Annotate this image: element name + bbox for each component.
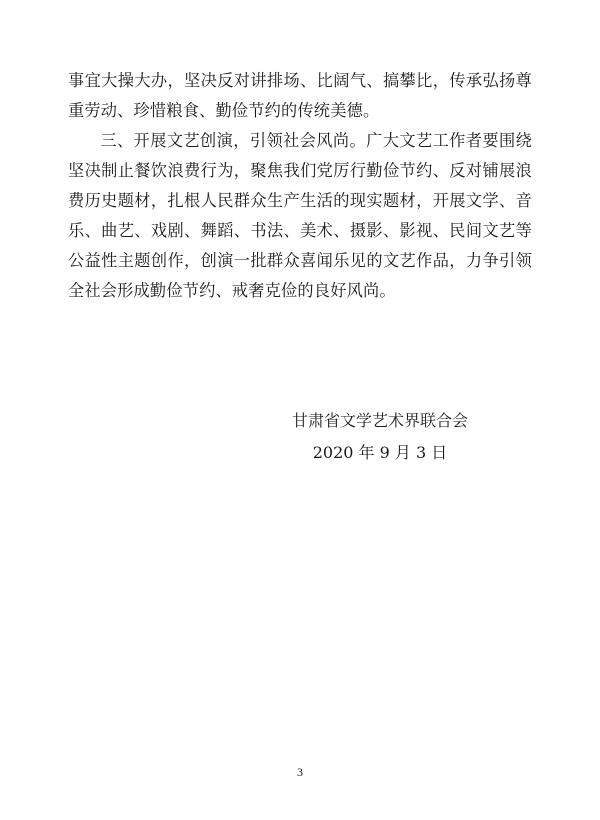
body-text [68,66,532,306]
paragraph-continuation: 事宜大操大办，坚决反对讲排场、比阔气、搞攀比，传承弘扬尊重劳动、珍惜粮食、勤俭节约的传统美德。 [68,71,532,120]
paragraph-section-three: 三、开展文艺创演，引领社会风尚。广大文艺工作者要围绕坚决制止餐饮浪费行为，聚焦我们党厉行勤俭节约、反对铺展浪费历史题材，扎根人民群众生产生活的现实题材，开展文学、音乐、曲艺、戏剧、舞蹈、书法、美术、摄影、影视、民间文艺等公益性主题创作，创演一批群众喜闻乐见的文艺作品，力争引领全社会形成勤俭节约、戒奢克俭的良好风尚。 [68,131,532,300]
signature-organization: 甘肃省文学艺术界联合会 [291,411,468,430]
signature-date: 2020 年 9 月 3 日 [312,443,448,462]
page-number: 3 [297,765,303,779]
